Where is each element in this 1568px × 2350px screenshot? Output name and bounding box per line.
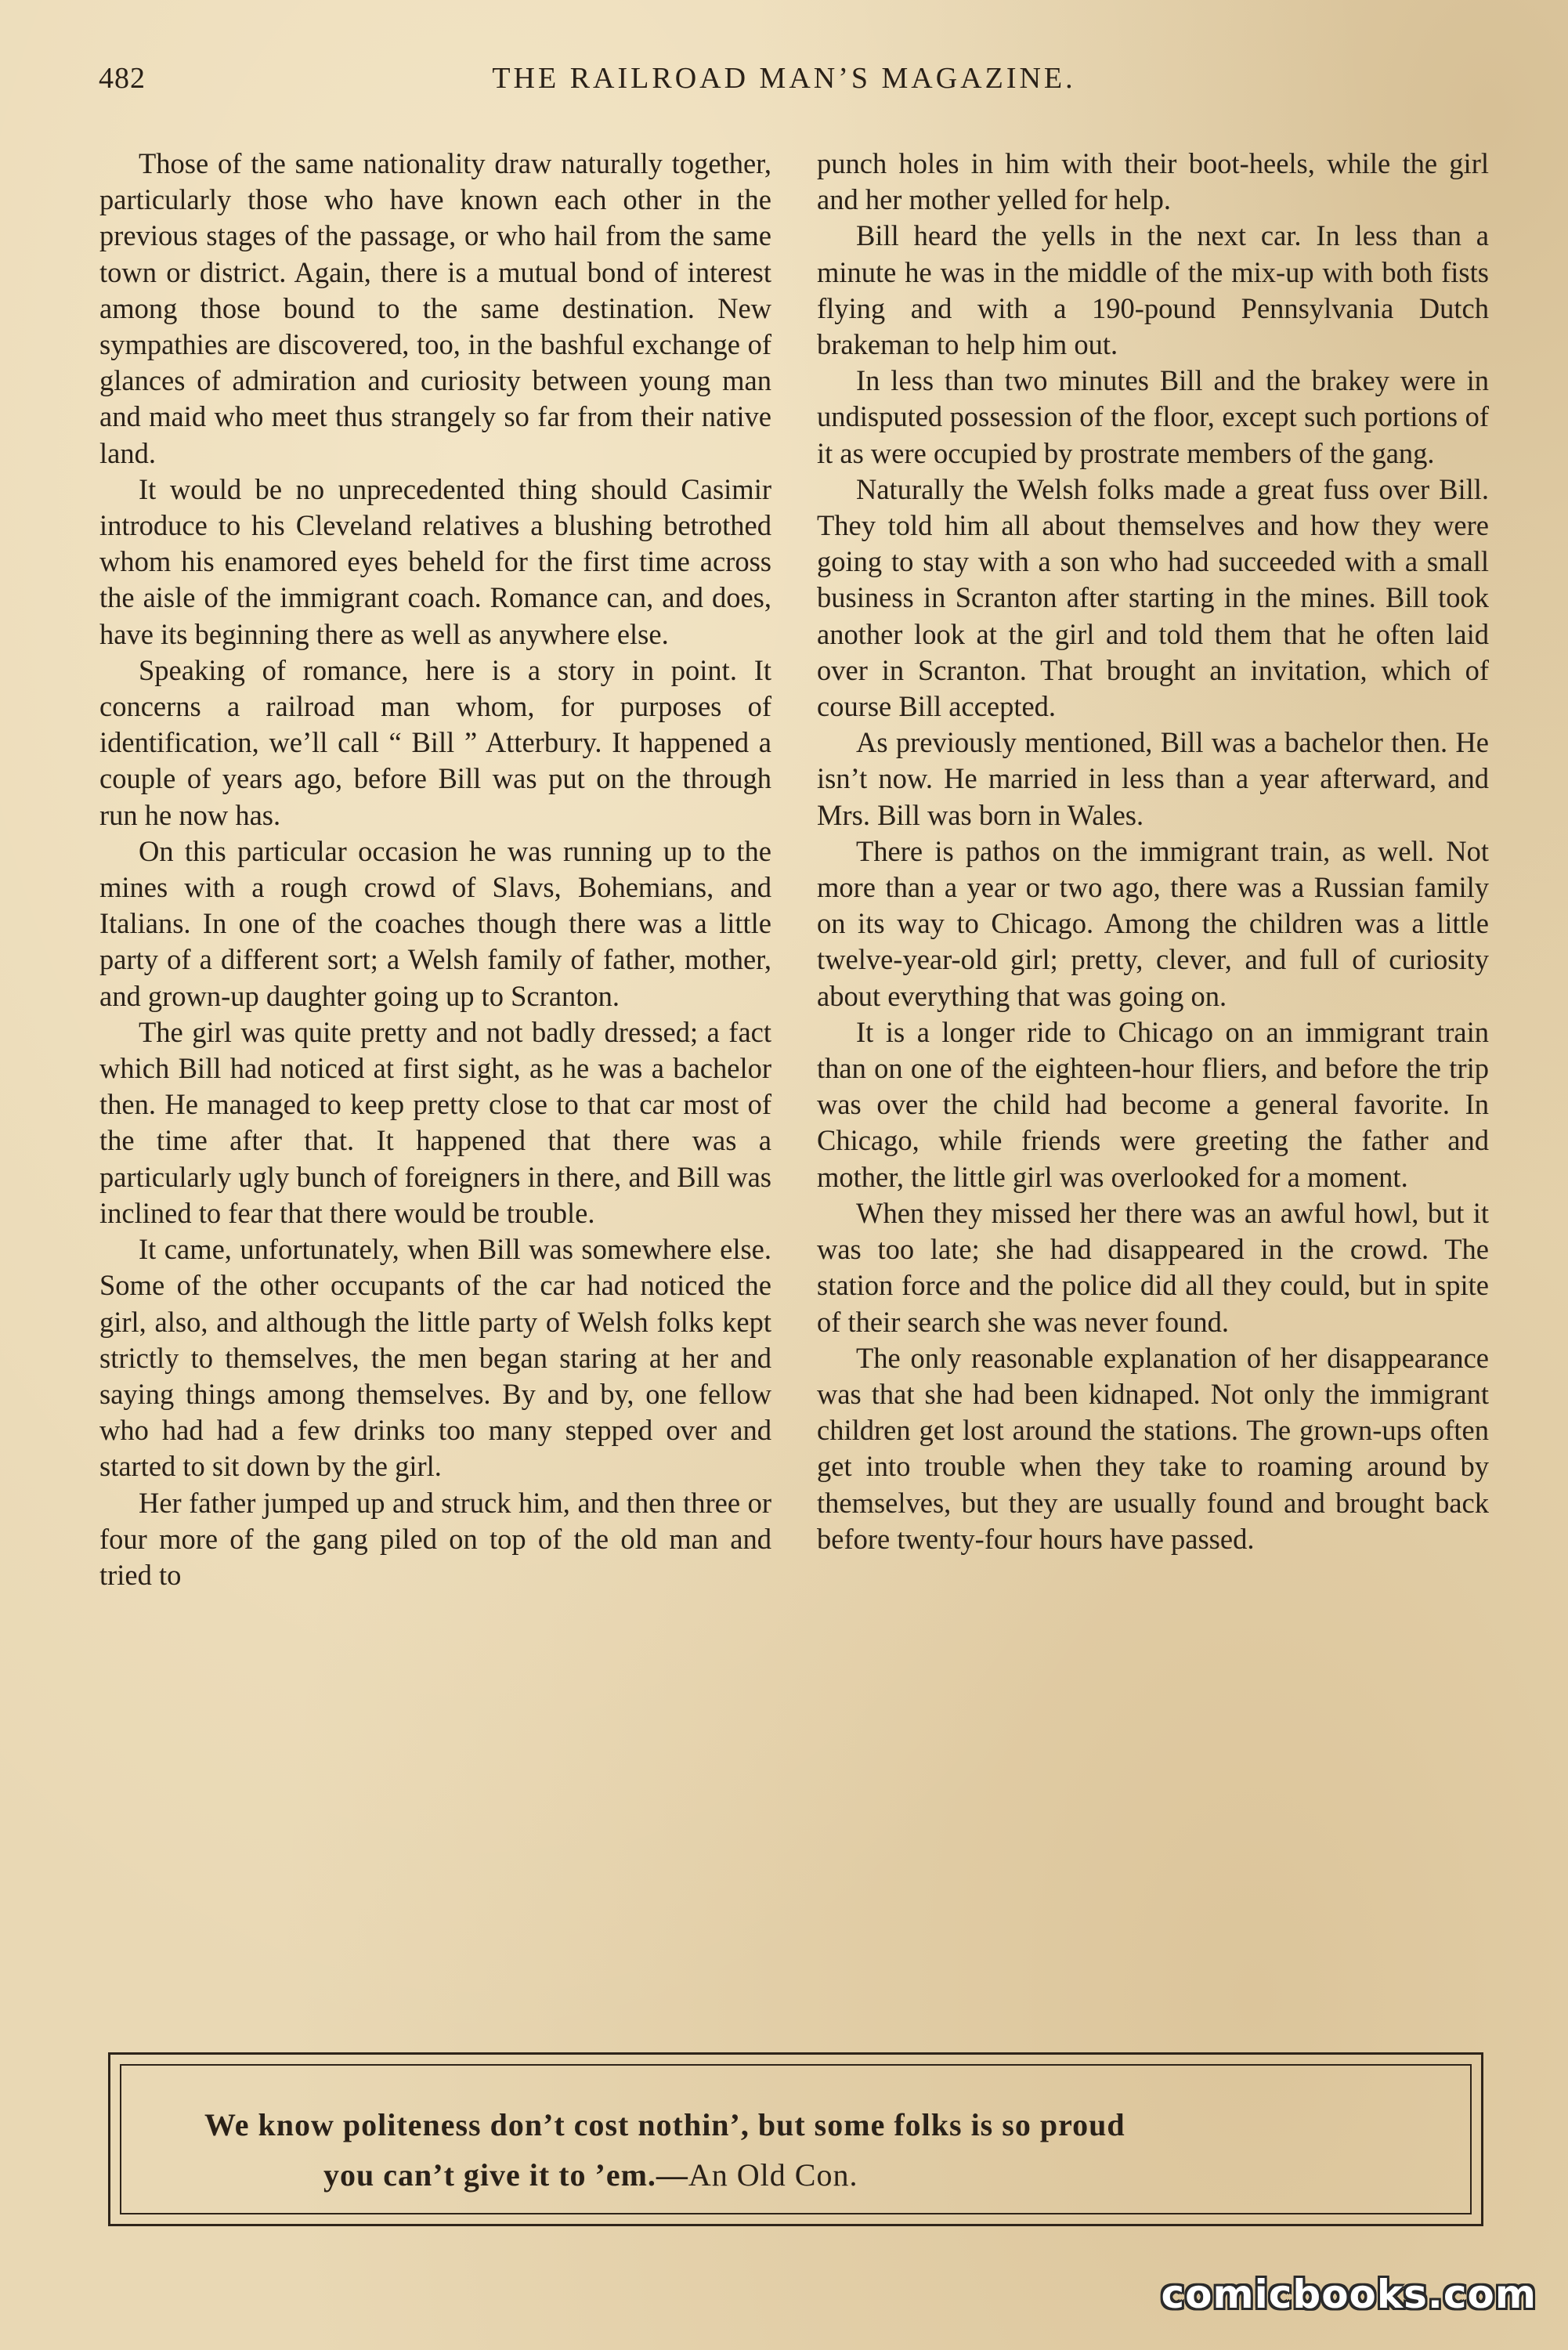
paragraph: Bill heard the yells in the next car. In less than a minute he was in the middle of the mix-up with both fists flying and with a 190-pound Pennsylvania Dutch brakeman to help him out.: [817, 219, 1489, 361]
paragraph: It is a longer ride to Chicago on an immigrant train than on one of the eighteen-hour fliers, and before the trip was over the child had become a general favorite. In Chicago, while friends were greeting the father and mother, the little girl was overlooked for a moment.: [817, 1015, 1489, 1193]
magazine-title: THE RAILROAD MAN’S MAGAZINE.: [492, 62, 1076, 95]
quote-box: [108, 2052, 1483, 2226]
paragraph: The girl was quite pretty and not badly dressed; a fact which Bill had noticed at first sight, as he was a bachelor then. He managed to keep pretty close to that car most of the time after that. It happened that there was a particularly ugly bunch of foreigners in there, and Bill was inclined to fear that there would be trouble.: [99, 1015, 771, 1229]
quote-text: [157, 2100, 1434, 2200]
paragraph: When they missed her there was an awful howl, but it was too late; she had disappeared in the crowd. The station force and the police did all they could, but in spite of their search she was never found.: [817, 1196, 1489, 1338]
paragraph: Speaking of romance, here is a story in point. It concerns a railroad man whom, for purposes of identification, we’ll call “ Bill ” Atterbury. It happened a couple of years ago, before Bill was put on the through run he now has.: [99, 653, 771, 831]
right-column: [817, 146, 1489, 1557]
left-column: [99, 146, 771, 1593]
paragraph-continuation: punch holes in him with their boot-heels, while the girl and her mother yelled for help.: [817, 147, 1489, 216]
page-header: [99, 61, 1469, 108]
paragraph: Naturally the Welsh folks made a great fuss over Bill. They told him all about themselves and how they were going to stay with a son who had succeeded with a small business in Scranton after starting in the mines. Bill took another look at the girl and told them that he often laid over in Scranton. That brought an invitation, which of course Bill accepted.: [817, 472, 1489, 723]
paragraph: It would be no unprecedented thing should Casimir introduce to his Cleveland relatives a blushing betrothed whom his enamored eyes beheld for the first time across the aisle of the immigrant coach. Romance can, and does, have its beginning there as well as anywhere else.: [99, 472, 771, 650]
paragraph: The only reasonable explanation of her disappearance was that she had been kidnaped. Not only the immigrant children get lost around the stations. The grown-ups often get into trouble when they take to roaming around by themselves, but they are usually found and brought back before twenty-four hours have passed.: [817, 1341, 1489, 1555]
quote-source: An Old Con.: [688, 2157, 858, 2193]
paragraph: Those of the same nationality draw naturally together, particularly those who have known each other in the previous stages of the passage, or who hail from the same town or district. Again, there is a mutual bond of interest among those bound to the same destination. New sympathies are discovered, too, in the bashful exchange of glances of admiration and curiosity between young man and maid who meet thus strangely so far from their native land.: [99, 147, 771, 469]
watermark-logo: comicbooks.com: [1161, 2272, 1537, 2317]
quote-line-2: [157, 2150, 1434, 2200]
paragraph: In less than two minutes Bill and the brakey were in undisputed possession of the floor, except such portions of it as were occupied by prostrate members of the gang.: [817, 364, 1489, 469]
paragraph: On this particular occasion he was running up to the mines with a rough crowd of Slavs, Bohemians, and Italians. In one of the coaches though there was a little party of a different sort; a Welsh family of father, mother, and grown-up daughter going up to Scranton.: [99, 834, 771, 1012]
paragraph: There is pathos on the immigrant train, as well. Not more than a year or two ago, there was a Russian family on its way to Chicago. Among the children was a little twelve-year-old girl; pretty, clever, and full of curiosity about everything that was going on.: [817, 834, 1489, 1012]
page-number: 482: [99, 62, 146, 95]
quote-line-2-text: you can’t give it to ’em.—: [323, 2157, 688, 2193]
paragraph: As previously mentioned, Bill was a bachelor then. He isn’t now. He married in less than a year afterward, and Mrs. Bill was born in Wales.: [817, 726, 1489, 831]
paragraph: It came, unfortunately, when Bill was somewhere else. Some of the other occupants of the car had noticed the girl, also, and although the little party of Welsh folks kept strictly to themselves, the men began staring at her and saying things among themselves. By and by, one fellow who had had a few drinks too many stepped over and started to sit down by the girl.: [99, 1233, 771, 1483]
quote-line-1: We know politeness don’t cost nothin’, but some folks is so proud: [204, 2107, 1125, 2142]
paragraph: Her father jumped up and struck him, and then three or four more of the gang piled on top of the old man and tried to: [99, 1486, 771, 1591]
